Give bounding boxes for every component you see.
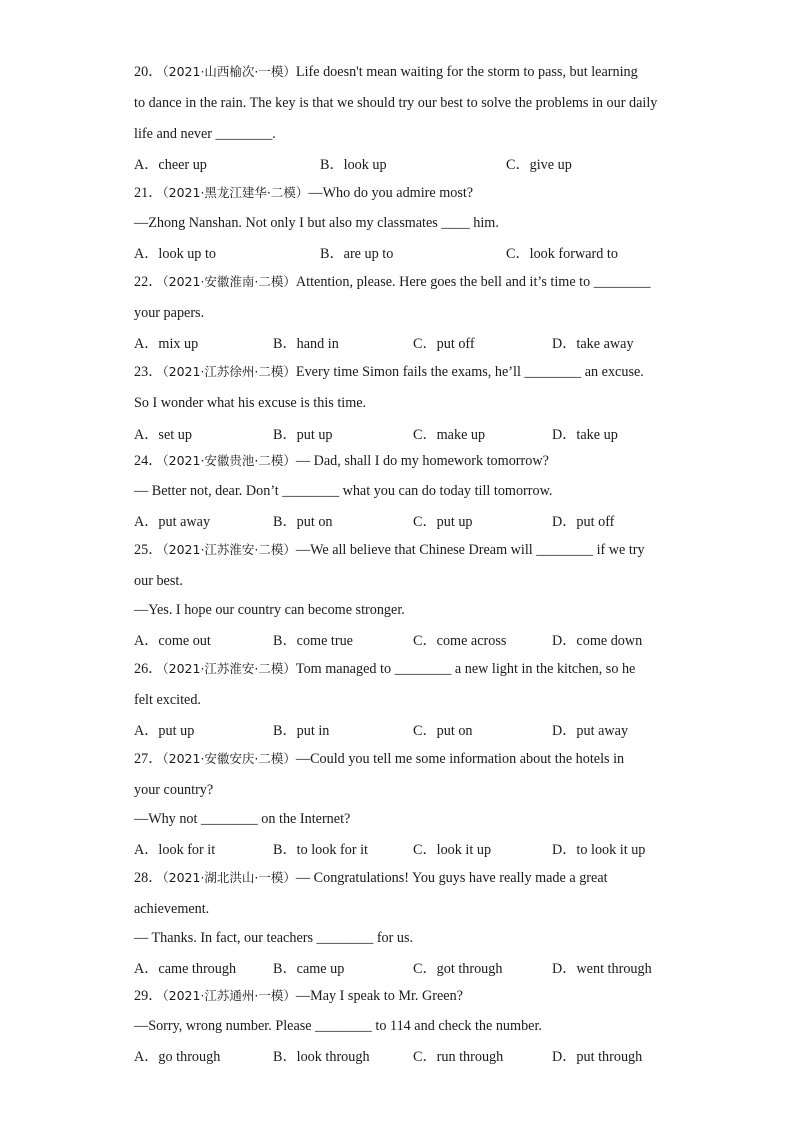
q22-option-d[interactable]: D．take away — [552, 336, 634, 352]
question-28-line-1: 28．（2021·湖北洪山·一模）— Congratulations! You guys have really made a great — [134, 870, 608, 886]
question-28-line-3: — Thanks. In fact, our teachers ________ for us. — [134, 930, 414, 946]
q20-option-a[interactable]: A．cheer up — [134, 157, 207, 173]
question-25-line-3: —Yes. I hope our country can become stronger. — [134, 602, 405, 618]
q23-option-a[interactable]: A．set up — [134, 427, 192, 443]
question-27-line-3: —Why not ________ on the Internet? — [134, 811, 351, 827]
q23-option-d[interactable]: D．take up — [552, 427, 618, 443]
question-21-line-2: —Zhong Nanshan. Not only I but also my classmates ____ him. — [134, 215, 499, 231]
q27-option-b[interactable]: B．to look for it — [273, 842, 368, 858]
q29-option-c[interactable]: C．run through — [413, 1049, 504, 1065]
q28-option-a[interactable]: A．came through — [134, 961, 237, 977]
question-29-line-1: 29．（2021·江苏通州·一模）—May I speak to Mr. Green? — [134, 988, 463, 1004]
question-28-line-2: achievement. — [134, 901, 210, 917]
question-20-line-2: to dance in the rain. The key is that we should try our best to solve the problems in our daily — [134, 95, 658, 111]
q21-option-b[interactable]: B．are up to — [320, 246, 394, 262]
q20-option-b[interactable]: B．look up — [320, 157, 387, 173]
q27-option-c[interactable]: C．look it up — [413, 842, 492, 858]
q26-option-c[interactable]: C．put on — [413, 723, 473, 739]
question-26-line-1: 26．（2021·江苏淮安·二模）Tom managed to ________ a new light in the kitchen, so he — [134, 661, 636, 677]
question-23-line-1: 23．（2021·江苏徐州·二模）Every time Simon fails the exams, he’ll ________ an excuse. — [134, 364, 644, 380]
q22-option-b[interactable]: B．hand in — [273, 336, 339, 352]
q24-option-d[interactable]: D．put off — [552, 514, 615, 530]
q20-option-c[interactable]: C．give up — [506, 157, 572, 173]
question-20-line-3: life and never ________. — [134, 126, 276, 142]
q29-option-d[interactable]: D．put through — [552, 1049, 643, 1065]
q26-option-b[interactable]: B．put in — [273, 723, 330, 739]
q28-option-b[interactable]: B．came up — [273, 961, 345, 977]
question-24-line-1: 24．（2021·安徽贵池·二模）— Dad, shall I do my homework tomorrow? — [134, 453, 549, 469]
question-26-line-2: felt excited. — [134, 692, 201, 708]
q29-option-a[interactable]: A．go through — [134, 1049, 221, 1065]
q25-option-d[interactable]: D．come down — [552, 633, 643, 649]
question-25-line-2: our best. — [134, 573, 183, 589]
question-27-line-2: your country? — [134, 782, 214, 798]
q24-option-a[interactable]: A．put away — [134, 514, 211, 530]
q24-option-b[interactable]: B．put on — [273, 514, 333, 530]
q27-option-d[interactable]: D．to look it up — [552, 842, 646, 858]
q25-option-a[interactable]: A．come out — [134, 633, 211, 649]
q21-option-a[interactable]: A．look up to — [134, 246, 216, 262]
question-23-line-2: So I wonder what his excuse is this time. — [134, 395, 367, 411]
q29-option-b[interactable]: B．look through — [273, 1049, 370, 1065]
question-27-line-1: 27．（2021·安徽安庆·二模）—Could you tell me some information about the hotels in — [134, 751, 625, 767]
question-22-line-2: your papers. — [134, 305, 205, 321]
question-20-line-1: 20．（2021·山西榆次·一模）Life doesn't mean waiting for the storm to pass, but learning — [134, 64, 638, 80]
question-24-line-2: — Better not, dear. Don’t ________ what you can do today till tomorrow. — [134, 483, 553, 499]
question-21-line-1: 21．（2021·黑龙江建华·二模）—Who do you admire most? — [134, 185, 474, 201]
q25-option-b[interactable]: B．come true — [273, 633, 353, 649]
q22-option-c[interactable]: C．put off — [413, 336, 475, 352]
q28-option-d[interactable]: D．went through — [552, 961, 652, 977]
q25-option-c[interactable]: C．come across — [413, 633, 507, 649]
question-25-line-1: 25．（2021·江苏淮安·二模）—We all believe that Chinese Dream will ________ if we try — [134, 542, 645, 558]
q22-option-a[interactable]: A．mix up — [134, 336, 199, 352]
question-22-line-1: 22．（2021·安徽淮南·二模）Attention, please. Here goes the bell and it’s time to ________ — [134, 274, 651, 290]
q24-option-c[interactable]: C．put up — [413, 514, 473, 530]
q27-option-a[interactable]: A．look for it — [134, 842, 216, 858]
q26-option-a[interactable]: A．put up — [134, 723, 195, 739]
q21-option-c[interactable]: C．look forward to — [506, 246, 618, 262]
question-29-line-2: —Sorry, wrong number. Please ________ to 114 and check the number. — [134, 1018, 542, 1034]
q26-option-d[interactable]: D．put away — [552, 723, 629, 739]
q23-option-b[interactable]: B．put up — [273, 427, 333, 443]
q28-option-c[interactable]: C．got through — [413, 961, 503, 977]
q23-option-c[interactable]: C．make up — [413, 427, 486, 443]
